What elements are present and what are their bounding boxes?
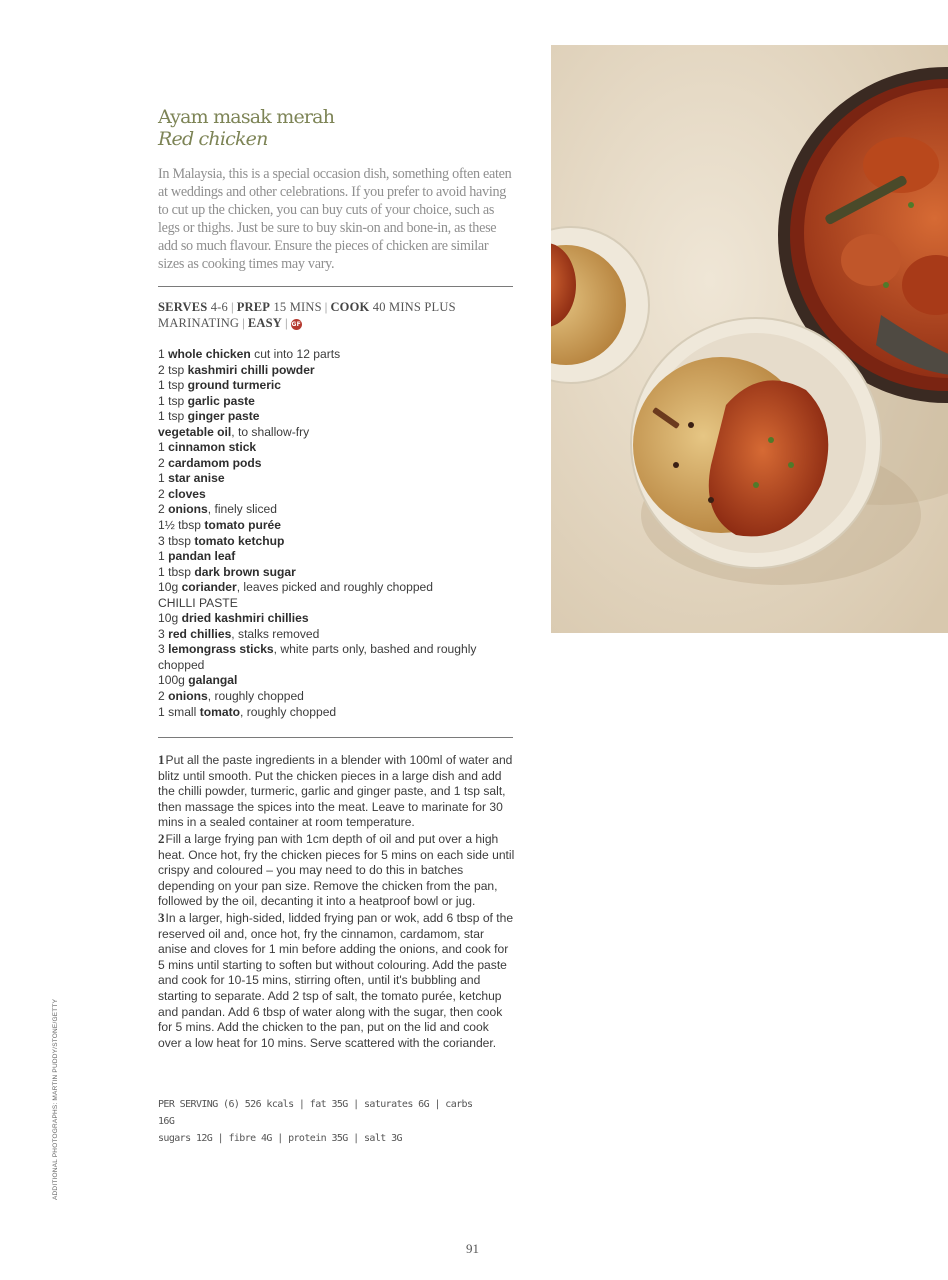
cook-label: COOK: [330, 300, 370, 314]
ingredient-qty: 2: [158, 689, 165, 704]
ingredient-qty: 3: [158, 626, 165, 641]
ingredient-note: cut into 12 parts: [250, 347, 341, 361]
ingredient-qty: 1 tbsp: [158, 564, 191, 579]
ingredient-name: lemongrass sticks: [168, 642, 274, 657]
step-text: Fill a large frying pan with 1cm depth of oil and put over a high heat. Once hot, fry the chicken pieces for 5 mins on each side until crispy and coloured – you may need to do this in batches depending on your pan size. Remove the chicken from the pan, followed by the oil, decanting it into a heatproof bowl or jug.: [158, 831, 515, 909]
ingredient-name: coriander: [181, 580, 237, 595]
ingredient-qty: 1 small: [158, 704, 197, 719]
step-number: 2: [158, 830, 165, 846]
ingredient-name: pandan leaf: [168, 549, 236, 564]
ingredient-item: [158, 705, 488, 721]
ingredient-note: , to shallow-fry: [231, 424, 310, 439]
ingredient-item: [158, 363, 488, 379]
method-steps: [158, 752, 515, 1051]
ingredient-qty: 1: [158, 471, 165, 486]
ingredient-item: [158, 502, 488, 518]
method-step: [158, 831, 515, 910]
coriander-garnish: [768, 437, 774, 443]
raisin: [688, 422, 694, 428]
ingredient-note: , leaves picked and roughly chopped: [236, 580, 434, 595]
ingredient-name: vegetable oil: [158, 424, 232, 439]
ingredient-qty: 2: [158, 455, 165, 470]
ingredient-item: [158, 689, 488, 705]
ingredient-name: ground turmeric: [187, 378, 282, 393]
chilli-paste-heading: CHILLI PASTE: [158, 595, 238, 610]
ingredient-name: cinnamon stick: [168, 440, 257, 455]
method-step: [158, 910, 515, 1051]
ingredient-note: , roughly chopped: [207, 689, 304, 704]
step-number: 3: [158, 909, 165, 925]
cook-value: 40 MINS PLUS MARINATING: [158, 300, 456, 330]
dish-photo: [551, 45, 948, 633]
raisin: [673, 462, 679, 468]
nutrition-line-2: sugars 12G | fibre 4G | protein 35G | salt 3G: [158, 1133, 402, 1144]
ingredient-item: [158, 456, 488, 472]
ingredient-qty: 3 tbsp: [158, 533, 191, 548]
ingredient-note: , stalks removed: [231, 626, 320, 641]
ingredient-item: [158, 471, 488, 487]
ingredient-item: [158, 627, 488, 643]
ingredient-item: [158, 487, 488, 503]
ingredient-qty: 1: [158, 347, 165, 361]
ingredient-qty: 10g: [158, 611, 179, 626]
recipe-meta: [158, 299, 518, 331]
coriander-garnish: [908, 202, 914, 208]
ingredient-name: cloves: [168, 486, 206, 501]
ingredient-name: ginger paste: [187, 409, 260, 424]
ingredient-name: kashmiri chilli powder: [187, 362, 315, 377]
step-number: 1: [158, 752, 165, 767]
ingredient-name: tomato: [199, 704, 240, 719]
serves-label: SERVES: [158, 300, 208, 314]
ingredient-note: , finely sliced: [207, 502, 277, 517]
ingredient-item: [158, 518, 488, 534]
ingredient-item: [158, 440, 488, 456]
gluten-free-badge-icon: GF: [291, 321, 301, 328]
ingredient-qty: 1½ tbsp: [158, 518, 202, 533]
ingredient-name: galangal: [188, 673, 238, 688]
ingredient-item: [158, 642, 488, 673]
ingredient-item: [158, 565, 488, 581]
step-text: In a larger, high-sided, lidded frying pan or wok, add 6 tbsp of the reserved oil and, once hot, fry the cinnamon, cardamom, star anise and cloves for 1 min before adding the onions, and cook for 5 mins until starting to soften but without colouring. Add the paste and cook for 10-15 mins, stirring often, until it's bubbling and starting to separate. Add 2 tsp of salt, the tomato purée, ketchup and pandan. Add 6 tbsp of water along with the sugar, then cook for 5 mins. Add the chicken to the pan, put on the lid and cook over a low heat for 10 mins. Serve scattered with the coriander.: [158, 910, 514, 1050]
ingredient-qty: 1 tsp: [158, 393, 185, 408]
ingredient-name: dried kashmiri chillies: [181, 611, 309, 626]
ingredient-note: , white parts only, bashed and roughly chopped: [158, 642, 477, 672]
serves-value: 4-6: [210, 300, 228, 314]
ingredient-qty: 10g: [158, 580, 179, 595]
coriander-garnish: [883, 282, 889, 288]
ingredient-name: red chillies: [168, 626, 232, 641]
ingredient-name: dark brown sugar: [194, 564, 296, 579]
ingredient-item: [158, 580, 488, 596]
ingredient-qty: 2: [158, 486, 165, 501]
ingredient-name: tomato ketchup: [194, 533, 285, 548]
coriander-garnish: [788, 462, 794, 468]
ingredient-name: whole chicken: [168, 347, 251, 361]
step-text: Put all the paste ingredients in a blender with 100ml of water and blitz until smooth. Put the chicken pieces in a large dish and add the chilli powder, turmeric, garlic and ginger paste, and 1 tsp salt, then massage the spices into the meat. Leave to marinate for 30 mins in a sealed container at room temperature.: [158, 753, 513, 830]
recipe-title-english: Red chicken: [158, 128, 268, 150]
nutrition-info: [158, 1096, 488, 1147]
ingredient-item: [158, 549, 488, 565]
page-number: 91: [466, 1241, 479, 1256]
ingredient-name: tomato purée: [204, 518, 282, 533]
ingredient-name: garlic paste: [187, 393, 255, 408]
meta-separator: |: [231, 300, 234, 314]
divider-top: [158, 286, 513, 287]
prep-value: 15 MINS: [273, 300, 322, 314]
difficulty-label: EASY: [247, 316, 283, 330]
ingredient-item: [158, 425, 488, 441]
method-step: [158, 752, 515, 831]
ingredient-item: [158, 394, 488, 410]
ingredient-qty: 1 tsp: [158, 378, 185, 393]
coriander-garnish: [753, 482, 759, 488]
photo-credit: ADDITIONAL PHOTOGRAPHS: MARTIN PUDDY/STONE/GETTY: [52, 998, 59, 1200]
meta-separator: |: [324, 300, 328, 314]
ingredient-item: [158, 378, 488, 394]
chicken-piece: [841, 234, 901, 286]
meta-separator: |: [242, 316, 245, 330]
ingredient-note: , roughly chopped: [240, 704, 337, 719]
meta-separator: |: [285, 316, 288, 330]
ingredient-item: [158, 409, 488, 425]
recipe-intro: In Malaysia, this is a special occasion dish, something often eaten at weddings and other celebrations. If you prefer to avoid having to cut up the chicken, you can buy cuts of your choice, such as legs or thighs. Just be sure to buy skin-on and bone-in, as these add so much flavour. Ensure the pieces of chicken are similar sizes as cooking times may vary.: [158, 166, 512, 272]
ingredient-item: [158, 534, 488, 550]
prep-label: PREP: [236, 300, 271, 314]
ingredient-item: [158, 673, 488, 689]
ingredient-name: onions: [168, 689, 208, 704]
ingredient-name: star anise: [168, 471, 225, 486]
ingredient-qty: 1 tsp: [158, 409, 185, 424]
ingredient-qty: 3: [158, 642, 165, 657]
ingredient-name: onions: [168, 502, 208, 517]
ingredient-qty: 1: [158, 549, 165, 564]
divider-bottom: [158, 737, 513, 738]
ingredient-qty: 2: [158, 502, 165, 517]
ingredient-item: [158, 611, 488, 627]
ingredients-list: [158, 347, 488, 720]
ingredient-qty: 100g: [158, 673, 185, 688]
ingredient-item: [158, 347, 488, 363]
recipe-title-malay: Ayam masak merah: [158, 106, 335, 128]
ingredient-name: cardamom pods: [168, 455, 262, 470]
ingredient-qty: 2 tsp: [158, 362, 185, 377]
ingredient-qty: 1: [158, 440, 165, 455]
raisin: [708, 497, 714, 503]
nutrition-line-1: PER SERVING (6) 526 kcals | fat 35G | saturates 6G | carbs 16G: [158, 1099, 473, 1127]
